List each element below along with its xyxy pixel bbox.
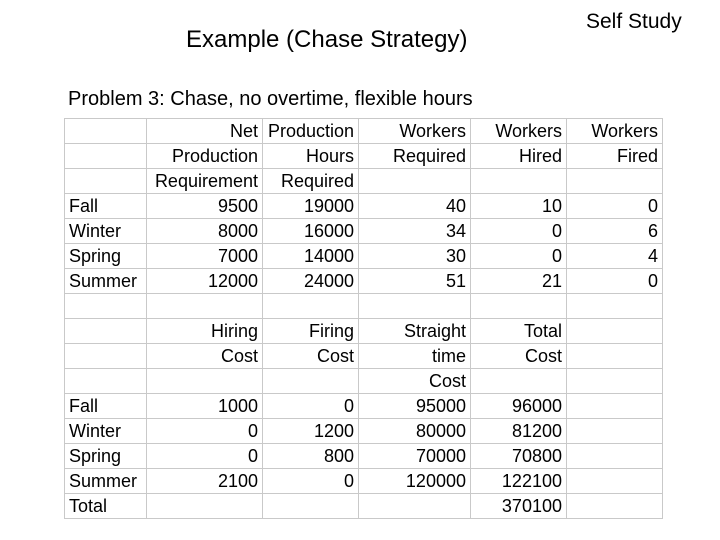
table-cell: 19000: [263, 194, 359, 219]
table-cell: Required: [263, 169, 359, 194]
table-cell: 0: [567, 269, 663, 294]
table-cell: 120000: [359, 469, 471, 494]
row-label-cell: Spring: [65, 244, 147, 269]
table-cell: 30: [359, 244, 471, 269]
row-label-cell: Summer: [65, 269, 147, 294]
row-label-cell: [65, 344, 147, 369]
table-cell: 1200: [263, 419, 359, 444]
table-cell: 12000: [147, 269, 263, 294]
table-cell: Total: [471, 319, 567, 344]
table-cell: Hours: [263, 144, 359, 169]
table-cell: [471, 369, 567, 394]
table-cell: 0: [263, 469, 359, 494]
table-row: [65, 269, 663, 294]
table-cell: [359, 294, 471, 319]
table-cell: [567, 494, 663, 519]
table-cell: 0: [263, 394, 359, 419]
table-cell: 51: [359, 269, 471, 294]
table-cell: [567, 369, 663, 394]
table-cell: Net: [147, 119, 263, 144]
table-row: [65, 169, 663, 194]
table-cell: 0: [567, 194, 663, 219]
table-cell: 70800: [471, 444, 567, 469]
table-cell: 4: [567, 244, 663, 269]
table-row: [65, 369, 663, 394]
table-cell: 16000: [263, 219, 359, 244]
table-cell: Cost: [471, 344, 567, 369]
table-cell: Production: [147, 144, 263, 169]
table-cell: [567, 444, 663, 469]
slide-title: Example (Chase Strategy): [186, 26, 468, 53]
table-row: [65, 394, 663, 419]
table-cell: [263, 494, 359, 519]
table-cell: Straight: [359, 319, 471, 344]
table-cell: 122100: [471, 469, 567, 494]
table-cell: 8000: [147, 219, 263, 244]
table-cell: [359, 494, 471, 519]
table-cell: 40: [359, 194, 471, 219]
table-cell: [147, 494, 263, 519]
table-row: [65, 494, 663, 519]
row-label-cell: [65, 119, 147, 144]
table-row: [65, 419, 663, 444]
table-cell: 14000: [263, 244, 359, 269]
table-cell: Required: [359, 144, 471, 169]
table-cell: 21: [471, 269, 567, 294]
table-cell: 10: [471, 194, 567, 219]
table-cell: 2100: [147, 469, 263, 494]
table-cell: 0: [147, 444, 263, 469]
table-cell: Hired: [471, 144, 567, 169]
table-row: [65, 344, 663, 369]
spreadsheet-body: [65, 119, 663, 519]
table-cell: Firing: [263, 319, 359, 344]
table-cell: 34: [359, 219, 471, 244]
table-row: [65, 319, 663, 344]
table-cell: 0: [147, 419, 263, 444]
row-label-cell: Total: [65, 494, 147, 519]
table-cell: 0: [471, 219, 567, 244]
table-cell: 0: [471, 244, 567, 269]
self-study-label: Self Study: [586, 10, 682, 33]
row-label-cell: [65, 144, 147, 169]
table-cell: 24000: [263, 269, 359, 294]
table-cell: Requirement: [147, 169, 263, 194]
table-row: [65, 469, 663, 494]
table-row: [65, 444, 663, 469]
row-label-cell: Winter: [65, 219, 147, 244]
table-cell: Workers: [359, 119, 471, 144]
table-cell: [147, 369, 263, 394]
row-label-cell: [65, 169, 147, 194]
table-cell: [359, 169, 471, 194]
table-cell: [567, 169, 663, 194]
table-cell: [567, 319, 663, 344]
row-label-cell: Fall: [65, 194, 147, 219]
table-cell: Hiring: [147, 319, 263, 344]
row-label-cell: Summer: [65, 469, 147, 494]
table-cell: 95000: [359, 394, 471, 419]
table-cell: 9500: [147, 194, 263, 219]
table-row: [65, 144, 663, 169]
table-cell: 7000: [147, 244, 263, 269]
table-cell: Workers: [471, 119, 567, 144]
table-cell: Fired: [567, 144, 663, 169]
table-row: [65, 219, 663, 244]
table-cell: [567, 394, 663, 419]
row-label-cell: Fall: [65, 394, 147, 419]
spreadsheet-table: [64, 118, 663, 519]
table-cell: Cost: [359, 369, 471, 394]
table-cell: Cost: [263, 344, 359, 369]
table-cell: 96000: [471, 394, 567, 419]
table-cell: Cost: [147, 344, 263, 369]
table-cell: [263, 294, 359, 319]
table-cell: Production: [263, 119, 359, 144]
table-cell: [263, 369, 359, 394]
row-label-cell: Spring: [65, 444, 147, 469]
table-cell: 370100: [471, 494, 567, 519]
table-cell: [147, 294, 263, 319]
table-cell: [471, 169, 567, 194]
table-cell: Workers: [567, 119, 663, 144]
table-cell: time: [359, 344, 471, 369]
table-cell: 80000: [359, 419, 471, 444]
table-row: [65, 119, 663, 144]
table-cell: [471, 294, 567, 319]
table-cell: 800: [263, 444, 359, 469]
table-row: [65, 194, 663, 219]
table-cell: [567, 344, 663, 369]
table-cell: 70000: [359, 444, 471, 469]
table-row: [65, 244, 663, 269]
row-label-cell: [65, 294, 147, 319]
table-cell: 1000: [147, 394, 263, 419]
table-cell: [567, 469, 663, 494]
row-label-cell: Winter: [65, 419, 147, 444]
table-cell: [567, 419, 663, 444]
row-label-cell: [65, 319, 147, 344]
table-cell: [567, 294, 663, 319]
table-cell: 81200: [471, 419, 567, 444]
problem-heading: Problem 3: Chase, no overtime, flexible hours: [68, 88, 473, 110]
table-row: [65, 294, 663, 319]
row-label-cell: [65, 369, 147, 394]
table-cell: 6: [567, 219, 663, 244]
